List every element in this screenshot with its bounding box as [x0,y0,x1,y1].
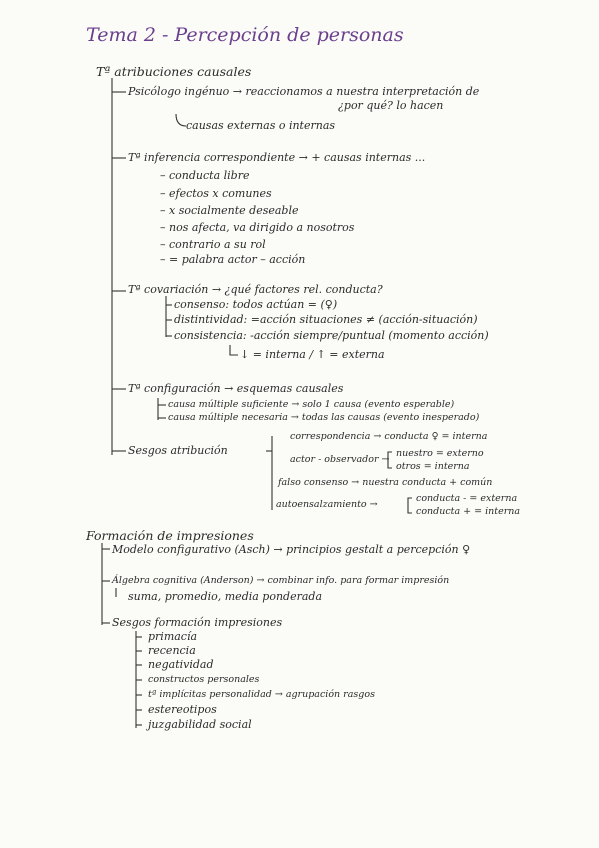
section-heading-atribuciones: Tª atribuciones causales [96,64,252,79]
sesgo-formacion-item: constructos personales [148,674,260,685]
psicologo-causas: causas externas o internas [186,119,336,132]
inferencia-item: – conducta libre [160,169,250,182]
covariacion-result: ↓ = interna / ↑ = externa [240,348,385,361]
inferencia-item: – contrario a su rol [160,238,266,251]
section-heading-formacion: Formación de impresiones [86,528,254,543]
covariacion-item: consenso: todos actúan = (♀) [174,298,338,311]
configuracion-heading: Tª configuración → esquemas causales [128,382,344,395]
inferencia-item: – nos afecta, va dirigido a nosotros [160,221,355,234]
sesgo-subitem: conducta + = interna [416,506,521,517]
inferencia-heading: Tª inferencia correspondiente → + causas internas ... [128,151,426,164]
inferencia-item: – efectos x comunes [160,187,272,200]
sesgo-item: correspondencia → conducta ♀ = interna [290,431,488,442]
configuracion-item: causa múltiple necesaria → todas las causas (evento inesperado) [168,412,480,423]
sesgo-item: actor - observador → [290,454,390,465]
sesgos-formacion-heading: Sesgos formación impresiones [112,616,283,629]
sesgo-formacion-item: primacía [148,630,198,643]
inferencia-item: – x socialmente deseable [160,204,299,217]
sesgo-formacion-item: juzgabilidad social [148,718,252,731]
algebra-subline: suma, promedio, media ponderada [128,590,323,603]
inferencia-item: – = palabra actor – acción [160,253,306,266]
sesgo-subitem: otros = interna [396,461,470,472]
covariacion-item: consistencia: -acción siempre/puntual (momento acción) [174,329,489,342]
page-title: Tema 2 - Percepción de personas [86,24,404,46]
covariacion-item: distintividad: =acción situaciones ≠ (acción-situación) [174,313,478,326]
configuracion-item: causa múltiple suficiente → solo 1 causa (evento esperable) [168,399,455,410]
sesgo-subitem: conducta - = externa [416,493,518,504]
sesgo-formacion-item: estereotipos [148,703,217,716]
modelo-line: Modelo configurativo (Asch) → principios gestalt a percepción ♀ [112,543,471,556]
psicologo-line: Psicólogo ingénuo → reaccionamos a nuestra interpretación de [128,85,480,98]
sesgo-formacion-item: negatividad [148,658,214,671]
sesgo-formacion-item: recencia [148,644,196,657]
sesgo-subitem: nuestro = externo [396,448,484,459]
algebra-line: Álgebra cognitiva (Anderson) → combinar info. para formar impresión [112,575,450,586]
sesgos-atribucion-heading: Sesgos atribución [128,444,228,457]
covariacion-heading: Tª covariación → ¿qué factores rel. conducta? [128,283,383,296]
sesgo-item: autoensalzamiento → [276,499,378,510]
sesgo-item: falso consenso → nuestra conducta + común [278,477,493,488]
sesgo-formacion-item: tª implícitas personalidad → agrupación rasgos [148,689,375,700]
psicologo-line-2: ¿por qué? lo hacen [338,99,444,112]
